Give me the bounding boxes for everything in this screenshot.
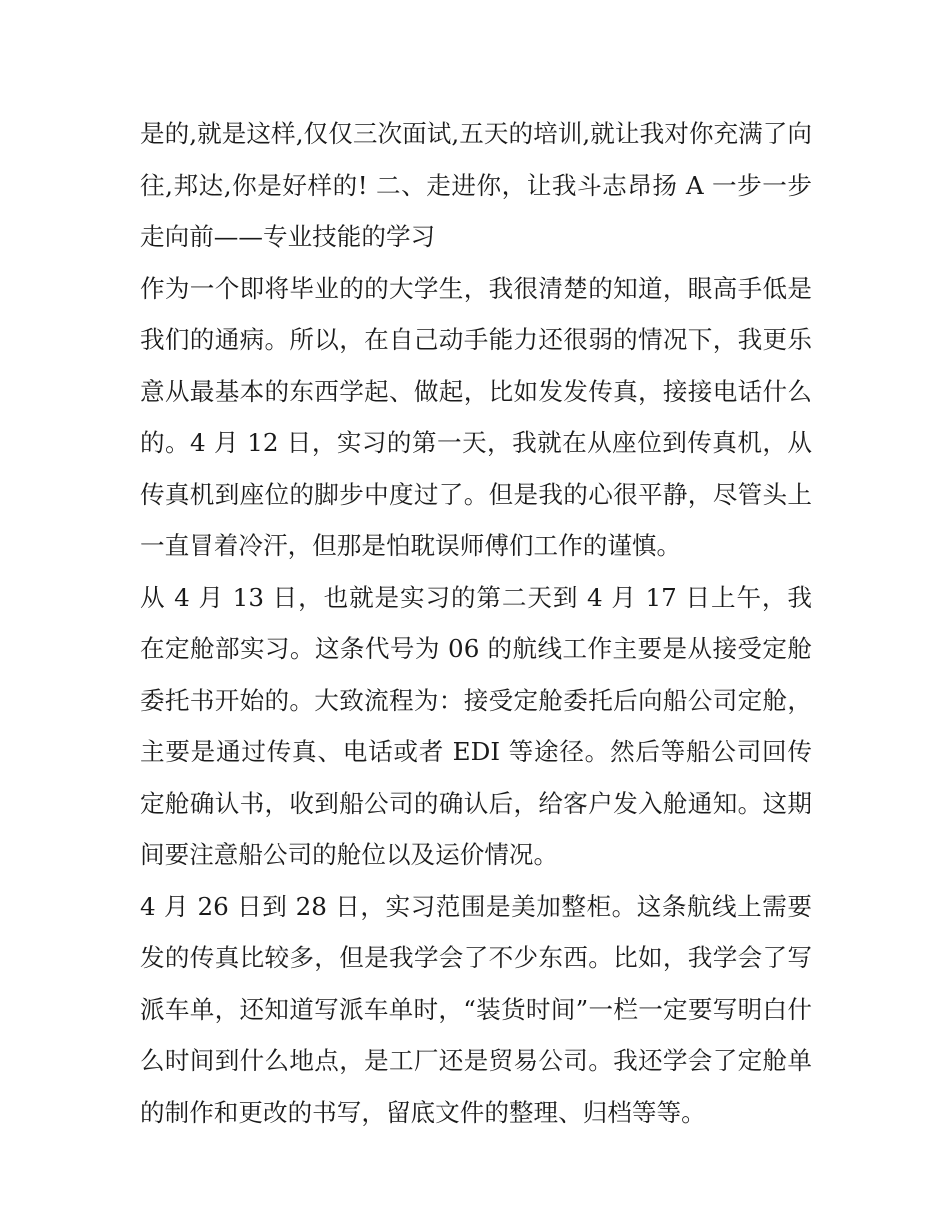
paragraph-4: 4 月 26 日到 28 日，实习范围是美加整柜。这条航线上需要发的传真比较多，但是我学会了不少东西。比如，我学会了写派车单，还知道写派车单时，“装货时间”一栏一定要写明白什么时间到什么地点，是工厂还是贸易公司。我还学会了定舱单的制作和更改的书写，留底文件的整理、归档等等。 xyxy=(140,891,812,1127)
document-body xyxy=(140,108,812,1138)
paragraph-1: 是的,就是这样,仅仅三次面试,五天的培训,就让我对你充满了向往,邦达,你是好样的! 二、走进你，让我斗志昂扬 A 一步一步走向前——专业技能的学习 xyxy=(140,119,812,251)
paragraph-2: 作为一个即将毕业的的大学生，我很清楚的知道，眼高手低是我们的通病。所以，在自己动手能力还很弱的情况下，我更乐意从最基本的东西学起、做起，比如发发传真，接接电话什么的。4 月 12 日，实习的第一天，我就在从座位到传真机，从传真机到座位的脚步中度过了。但是我的心很平静，尽管头上一直冒着冷汗，但那是怕耽误师傅们工作的谨慎。 xyxy=(140,273,812,560)
paragraph-3: 从 4 月 13 日，也就是实习的第二天到 4 月 17 日上午，我在定舱部实习。这条代号为 06 的航线工作主要是从接受定舱委托书开始的。大致流程为：接受定舱委托后向船公司定舱，主要是通过传真、电话或者 EDI 等途径。然后等船公司回传定舱确认书，收到船公司的确认后，给客户发入舱通知。这期间要注意船公司的舱位以及运价情况。 xyxy=(140,582,812,869)
